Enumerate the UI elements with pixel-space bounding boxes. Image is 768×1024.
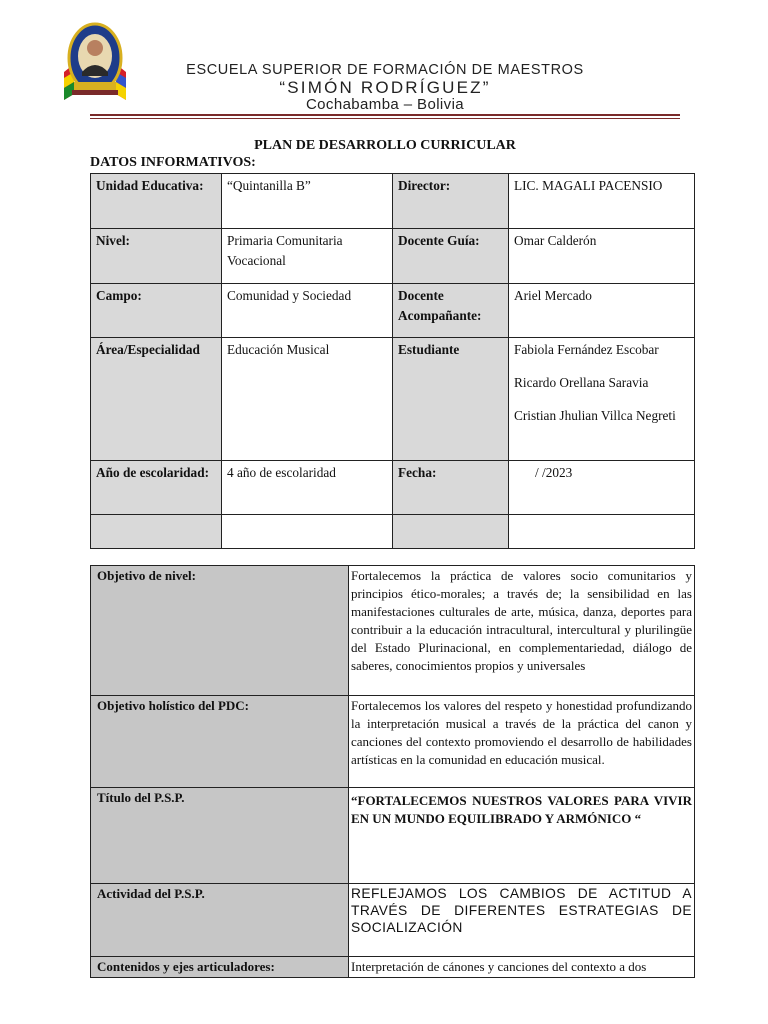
empty-cell bbox=[393, 515, 509, 549]
header-divider bbox=[90, 114, 680, 116]
table-row bbox=[91, 515, 695, 549]
school-name: ESCUELA SUPERIOR DE FORMACIÓN DE MAESTROS bbox=[186, 62, 584, 78]
nivel-value: Primaria Comunitaria Vocacional bbox=[222, 229, 393, 284]
nivel-label: Nivel: bbox=[91, 229, 222, 284]
actividad-psp-label: Actividad del P.S.P. bbox=[91, 884, 349, 957]
table-row bbox=[91, 338, 695, 461]
table-row bbox=[91, 957, 695, 978]
estudiante-label: Estudiante bbox=[393, 338, 509, 461]
table-row bbox=[91, 284, 695, 338]
institution-crest-icon bbox=[60, 20, 130, 104]
header-divider-thin bbox=[90, 118, 680, 119]
anio-label: Año de escolaridad: bbox=[91, 461, 222, 515]
director-value: LIC. MAGALI PACENSIO bbox=[509, 174, 695, 229]
area-label: Área/Especialidad bbox=[91, 338, 222, 461]
acompanante-label: Docente Acompañante: bbox=[393, 284, 509, 338]
plan-table bbox=[90, 565, 695, 978]
titulo-psp-label: Título del P.S.P. bbox=[91, 788, 349, 884]
contenidos-value: Interpretación de cánones y canciones del contexto a dos bbox=[349, 957, 695, 978]
estudiante-name: Cristian Jhulian Villca Negreti bbox=[514, 408, 676, 423]
fecha-label: Fecha: bbox=[393, 461, 509, 515]
objetivo-nivel-value: Fortalecemos la práctica de valores socio comunitarios y principios ético-morales; a través de; la sensibilidad en las manifestaciones culturales de arte, música, danza, deportes para contribuir a la educación intracultural, intercultural y plurilingüe del Estado Plurinacional, en complementariedad, diálogo de saberes, conocimientos propios y universales bbox=[349, 566, 695, 696]
objetivo-holistico-label: Objetivo holístico del PDC: bbox=[91, 696, 349, 788]
estudiante-name: Fabiola Fernández Escobar bbox=[514, 342, 659, 357]
empty-cell bbox=[222, 515, 393, 549]
table-row bbox=[91, 229, 695, 284]
anio-value: 4 año de escolaridad bbox=[222, 461, 393, 515]
info-table bbox=[90, 173, 695, 549]
actividad-psp-value: REFLEJAMOS LOS CAMBIOS DE ACTITUD A TRAVÉS DE DIFERENTES ESTRATEGIAS DE SOCIALIZACIÓN bbox=[349, 884, 695, 957]
school-location: Cochabamba – Bolivia bbox=[305, 96, 465, 113]
guia-label: Docente Guía: bbox=[393, 229, 509, 284]
acompanante-value: Ariel Mercado bbox=[509, 284, 695, 338]
titulo-psp-value: “FORTALECEMOS NUESTROS VALORES PARA VIVIR EN UN MUNDO EQUILIBRADO Y ARMÓNICO “ bbox=[349, 788, 695, 884]
table-row bbox=[91, 174, 695, 229]
unidad-label: Unidad Educativa: bbox=[91, 174, 222, 229]
table-row bbox=[91, 461, 695, 515]
table-row bbox=[91, 566, 695, 696]
campo-label: Campo: bbox=[91, 284, 222, 338]
section-title: DATOS INFORMATIVOS: bbox=[90, 155, 256, 170]
empty-cell bbox=[91, 515, 222, 549]
estudiantes-list bbox=[509, 338, 695, 461]
director-label: Director: bbox=[393, 174, 509, 229]
area-value: Educación Musical bbox=[222, 338, 393, 461]
campo-value: Comunidad y Sociedad bbox=[222, 284, 393, 338]
fecha-value: / /2023 bbox=[509, 461, 695, 515]
objetivo-holistico-value: Fortalecemos los valores del respeto y honestidad profundizando la interpretación musical a través de la práctica del canon y canciones del contexto promoviendo el desarrollo de habilidades artísticas en la comunidad en educación musical. bbox=[349, 696, 695, 788]
table-row bbox=[91, 696, 695, 788]
school-subtitle: “SIMÓN RODRÍGUEZ” bbox=[279, 78, 491, 97]
table-row bbox=[91, 788, 695, 884]
empty-cell bbox=[509, 515, 695, 549]
estudiante-name: Ricardo Orellana Saravia bbox=[514, 375, 649, 390]
table-row bbox=[91, 884, 695, 957]
unidad-value: “Quintanilla B” bbox=[222, 174, 393, 229]
document-title: PLAN DE DESARROLLO CURRICULAR bbox=[254, 138, 516, 153]
guia-value: Omar Calderón bbox=[509, 229, 695, 284]
contenidos-label: Contenidos y ejes articuladores: bbox=[91, 957, 349, 978]
objetivo-nivel-label: Objetivo de nivel: bbox=[91, 566, 349, 696]
